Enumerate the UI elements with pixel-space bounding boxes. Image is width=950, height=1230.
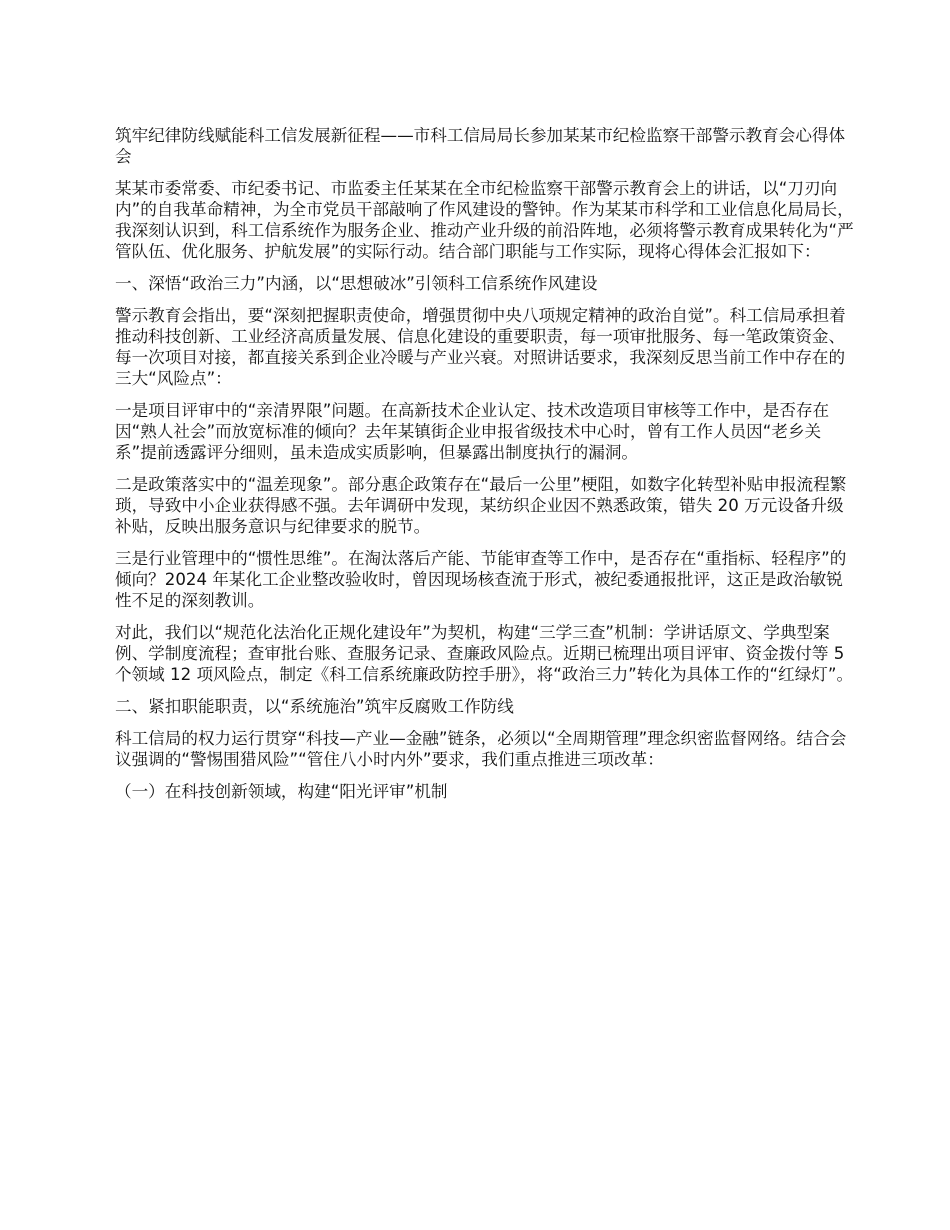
section-1-heading: 一、深悟“政治三力”内涵，以“思想破冰”引领科工信系统作风建设 (115, 274, 598, 293)
section-1-paragraph-3: 二是政策落实中的“温差现象”。部分惠企政策存在“最后一公里”梗阻，如数字化转型补贴申报流程繁琐，导致中小企业获得感不强。去年调研中发现，某纺织企业因不熟悉政策，错失 20 万元设备升级补贴，反映出服务意识与纪律要求的脱节。 (115, 475, 847, 536)
section-1-paragraph-2: 一是项目评审中的“亲清界限”问题。在高新技术企业认定、技术改造项目审核等工作中，是否存在因“熟人社会”而放宽标准的倾向？去年某镇街企业申报省级技术中心时，曾有工作人员因“老乡关系”提前透露评分细则，虽未造成实质影响，但暴露出制度执行的漏洞。 (115, 401, 830, 462)
document-title: 筑牢纪律防线赋能科工信发展新征程——市科工信局局长参加某某市纪检监察干部警示教育会心得体会 (115, 126, 846, 166)
intro-paragraph: 某某市委常委、市纪委书记、市监委主任某某在全市纪检监察干部警示教育会上的讲话，以“刀刃向内”的自我革命精神，为全市党员干部敲响了作风建设的警钟。作为某某市科学和工业信息化局局长，我深刻认识到，科工信系统作为服务企业、推动产业升级的前沿阵地，必须将警示教育成果转化为“严管队伍、优化服务、护航发展”的实际行动。结合部门职能与工作实际，现将心得体会汇报如下： (115, 179, 854, 261)
section-2-subheading-1: （一）在科技创新领域，构建“阳光评审”机制 (115, 782, 448, 801)
section-1-paragraph-1: 警示教育会指出，要“深刻把握职责使命，增强贯彻中央八项规定精神的政治自觉”。科工信局承担着推动科技创新、工业经济高质量发展、信息化建设的重要职责，每一项审批服务、每一笔政策资金、每一次项目对接，都直接关系到企业冷暖与产业兴衰。对照讲话要求，我深刻反思当前工作中存在的三大“风险点”： (115, 306, 846, 388)
section-1-paragraph-5: 对此，我们以“规范化法治化正规化建设年”为契机，构建“三学三查”机制：学讲话原文、学典型案例、学制度流程；查审批台账、查服务记录、查廉政风险点。近期已梳理出项目评审、资金拨付等 5 个领域 12 项风险点，制定《科工信系统廉政防控手册》，将“政治三力”转化为具体工作的“红绿灯”。 (115, 623, 854, 684)
section-1-paragraph-4: 三是行业管理中的“惯性思维”。在淘汰落后产能、节能审查等工作中，是否存在“重指标、轻程序”的倾向？2024 年某化工企业整改验收时，曾因现场核查流于形式，被纪委通报批评，这正是政治敏锐性不足的深刻教训。 (115, 549, 847, 610)
section-2-paragraph-1: 科工信局的权力运行贯穿“科技—产业—金融”链条，必须以“全周期管理”理念织密监督网络。结合会议强调的“警惕围猎风险”“管住八小时内外”要求，我们重点推进三项改革： (115, 729, 847, 769)
document-page (115, 125, 855, 813)
section-2-heading: 二、紧扣职能职责，以“系统施治”筑牢反腐败工作防线 (115, 697, 514, 716)
